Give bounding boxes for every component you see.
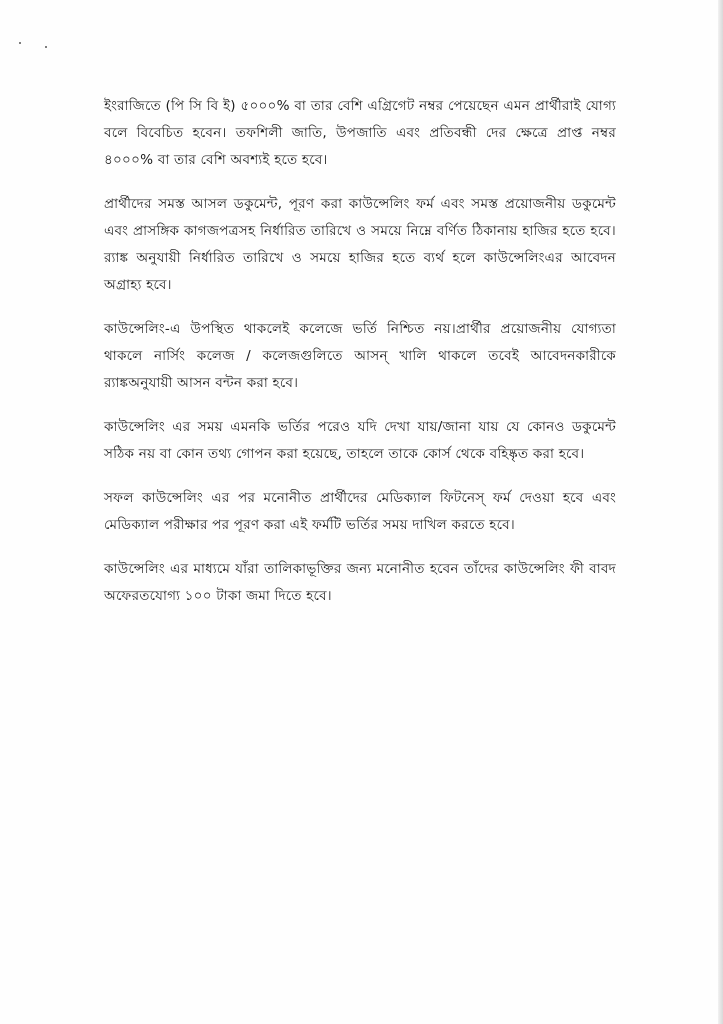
paragraph-documents-attendance: প্রার্থীদের সমস্ত আসল ডকুমেন্ট, পূরণ করা কাউন্সেলিং ফর্ম এবং সমস্ত প্রয়োজনীয় ডকুমেন্ট এবং প্রাসঙ্গিক কাগজপত্রসহ নির্ধারিত তারিখে ও সময়ে নিম্নে বর্ণিত ঠিকানায় হাজির হতে হবে।র‍্যাঙ্ক অনুযায়ী নির্ধারিত তারিখে ও সময়ে হাজির হতে ব্যর্থ হলে কাউন্সেলিংএর আবেদন অগ্রাহ্য হবে। (104, 196, 616, 293)
paragraph-counselling-fee: কাউন্সেলিং এর মাধ্যমে যাঁরা তালিকাভূক্তির জন্য মনোনীত হবেন তাঁদের কাউন্সেলিং ফী বাবদ অফেরতযোগ্য ১০০ টাকা জমা দিতে হবে। (104, 561, 616, 604)
paragraph-document-verification: কাউন্সেলিং এর সময় এমনকি ভর্তির পরেও যদি দেখা যায়/জানা যায় যে কোনও ডকুমেন্ট সঠিক নয় বা কোন তথ্য গোপন করা হয়েছে, তাহলে তাকে কোর্স থেকে বহিষ্কৃত করা হবে। (104, 419, 616, 462)
paragraph-eligibility: ইংরাজিতে (পি সি বি ই) ৫০০০% বা তার বেশি এগ্রিগেট নম্বর পেয়েছেন এমন প্রার্থীরাই যোগ্য বলে বিবেচিত হবেন। তফশিলী জাতি, উপজাতি এবং প্রতিবন্ধী দের ক্ষেত্রে প্রাপ্ত নম্বর ৪০০০% বা তার বেশি অবশ্যই হতে হবে। (104, 98, 616, 168)
paragraph-admission-seat-allotment: কাউন্সেলিং-এ উপস্থিত থাকলেই কলেজে ভর্তি নিশ্চিত নয়।প্রার্থীর প্রয়োজনীয় যোগ্যতা থাকলে নার্সিং কলেজ / কলেজগুলিতে আসন্ খালি থাকলে তবেই আবেদনকারীকে র‍্যাঙ্কঅনুযায়ী আসন বন্টন করা হবে। (104, 321, 616, 391)
scan-speck (45, 46, 47, 48)
scan-speck (19, 42, 21, 44)
document-body (104, 93, 616, 627)
scan-page-edge (718, 0, 723, 1024)
paragraph-medical-fitness: সফল কাউন্সেলিং এর পর মনোনীত প্রার্থীদের মেডিক্যাল ফিটনেস্ ফর্ম দেওয়া হবে এবং মেডিক্যাল পরীক্ষার পর পূরণ করা এই ফর্মটি ভর্তির সময় দাখিল করতে হবে। (104, 490, 616, 533)
